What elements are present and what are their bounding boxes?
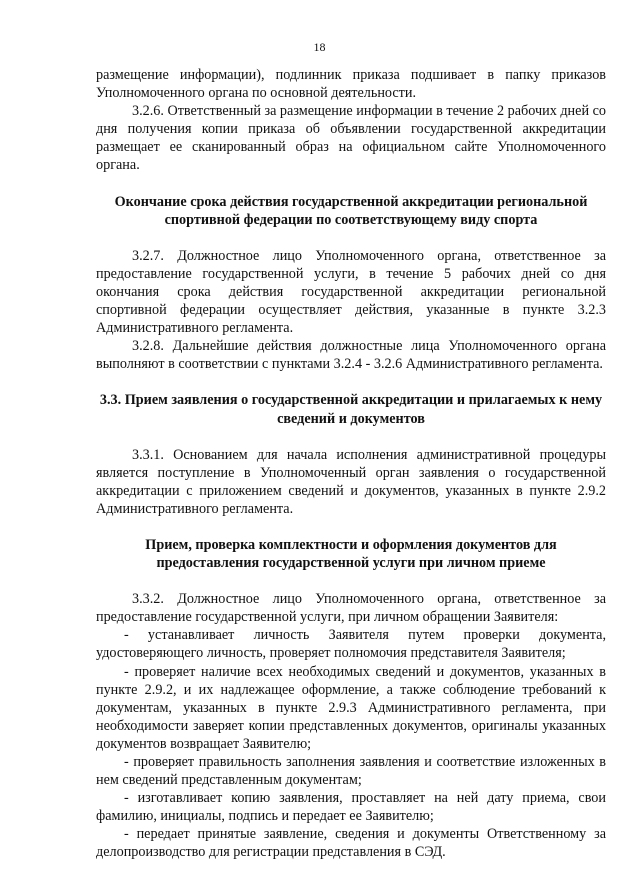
spacer <box>96 175 606 193</box>
paragraph-3-2-8: 3.2.8. Дальнейшие действия должностные лица Уполномоченного органа выполняют в соответствии с пунктами 3.2.4 - 3.2.6 Административного регламента. <box>96 338 606 373</box>
spacer <box>96 229 606 247</box>
page-content <box>96 66 606 862</box>
heading-section-3-3: 3.3. Прием заявления о государственной аккредитации и прилагаемых к нему сведений и документов <box>99 392 603 427</box>
paragraph-3-3-1: 3.3.1. Основанием для начала исполнения административной процедуры является поступление в Уполномоченный орган заявления о государственной аккредитации с приложением сведений и документов, указанных в пункте 2.9.2 Административного регламента. <box>96 446 606 517</box>
list-item: - изготавливает копию заявления, проставляет на ней дату приема, свои фамилию, инициалы, подпись и передает ее Заявителю; <box>96 790 606 825</box>
spacer <box>96 373 606 391</box>
spacer <box>96 572 606 590</box>
paragraph-3-2-6: 3.2.6. Ответственный за размещение информации в течение 2 рабочих дней со дня получения копии приказа об объявлении государственной аккредитации размещает ее сканированный образ на официальном сайте Уполномоченного органа. <box>96 103 606 174</box>
paragraph-continuation: размещение информации), подлинник приказа подшивает в папку приказов Уполномоченного органа по основной деятельности. <box>96 67 606 102</box>
list-item: - устанавливает личность Заявителя путем проверки документа, удостоверяющего личность, проверяет полномочия представителя Заявителя; <box>96 627 606 662</box>
list-item: - передает принятые заявление, сведения и документы Ответственному за делопроизводство для регистрации представления в СЭД. <box>96 826 606 861</box>
list-item: - проверяет правильность заполнения заявления и соответствие изложенных в нем сведений представленным документам; <box>96 754 606 789</box>
paragraph-3-2-7: 3.2.7. Должностное лицо Уполномоченного органа, ответственное за предоставление государственной услуги, в течение 5 рабочих дней со дня окончания срока действия государственной аккредитации региональной спортивной федерации осуществляет действия, указанные в пункте 3.2.3 Административного регламента. <box>96 247 606 337</box>
paragraph-3-3-2: 3.3.2. Должностное лицо Уполномоченного органа, ответственное за предоставление государственной услуги, при личном обращении Заявителя: <box>96 591 606 626</box>
spacer <box>96 428 606 446</box>
heading-personal-reception: Прием, проверка комплектности и оформления документов для предоставления государственной услуги при личном приеме <box>145 536 557 572</box>
spacer <box>96 518 606 536</box>
list-item: - проверяет наличие всех необходимых сведений и документов, указанных в пункте 2.9.2, и их надлежащее оформление, а также соблюдение требований к документам, указанных в пункте 2.9.3 Административного регламента, при необходимости заверяет копии представленных документов, оригиналы указанных документов возвращает Заявителю; <box>96 663 606 752</box>
page-number: 18 <box>313 40 326 54</box>
heading-end-of-accreditation: Окончание срока действия государственной аккредитации региональной спортивной федерации по соответствующему виду спорта <box>114 193 588 228</box>
